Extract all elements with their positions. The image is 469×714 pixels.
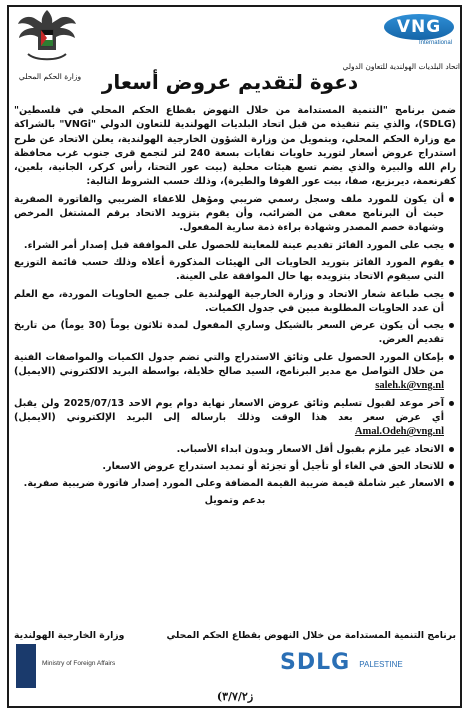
ministry-caption: وزارة الحكم المحلي — [18, 72, 82, 81]
vng-logo-subtitle: International — [418, 40, 452, 46]
footer-program-text: برنامج التنمية المستدامة من خلال النهوض بقطاع الحكم المحلي — [166, 630, 456, 641]
contact-text: بإمكان المورد الحصول على وثائق الاستدراج والتي تضم جدول الكميات والمواصفات الفنية من خلال التواصل مع مدير البرنامج، السيد صالح خلايلة، بواسطة البريد الالكتروني (الايميل) — [14, 351, 444, 378]
contact-email-link[interactable]: saleh.k@vng.nl — [375, 380, 444, 392]
condition-item: يجب على المورد الفائز تقديم عينة للمعاينة للحصول على الموافقة قبل إصدار أمر الشراء. — [14, 239, 456, 253]
condition-item: يجب طباعة شعار الاتحاد و وزارة الخارجية الهولندية على جميع الحاويات الموردة، مع العلم أن عدد الحاويات المطلوبة مبين في جدول الكميات. — [14, 288, 456, 317]
deadline-text: آخر موعد لقبول تسليم وثائق عروض الاسعار نهاية دوام يوم الاحد — [128, 397, 445, 409]
sdlg-logo — [280, 650, 440, 684]
intro-paragraph: ضمن برنامج "التنمية المستدامة من خلال النهوض بقطاع الحكم المحلي في فلسطين" (SDLG)، والذي يتم تنفيذه من قبل اتحاد البلديات الهولندية للتعاون الدولي "VNGi" بالشراكة مع وزارة الحكم المحلي، وبتمويل من وزارة الشؤون الخارجية الهولندية، يعلن الاتحاد عن طرح استدراج عروض أسعار لتوريد حاويات نفايات بسعة 240 لتر لتجمع قرى جنوب غرب محافظة رام الله والبيرة والذي يضم تسع هيئات محلية (بيت عور التحتا، رأس كركر، الجانية، بلعين، كفرنعمة، ديربزيع، صفا، بيت عور الفوقا والطيرة)، وذلك حسب الشروط التالية: — [14, 105, 456, 188]
page-title: دعوة لتقديم عروض أسعار — [101, 70, 359, 94]
deadline-item — [14, 397, 456, 440]
announcement-body — [14, 104, 456, 509]
footer-ministry-text: وزارة الخارجية الهولندية — [14, 630, 125, 641]
condition-item: يقوم المورد الفائز بتوريد الحاويات الى الهيئات المذكورة أعلاه وذلك حسب قائمة التوزيع التي سيقوم الاتحاد بتزويده بها حال الموافقة على العينة. — [14, 256, 456, 285]
sdlg-logo-sub: PALESTINE — [359, 660, 403, 669]
funding-label: بدعم وتمويل — [204, 495, 266, 507]
footer-captions — [14, 630, 456, 641]
mfa-label: Ministry of Foreign Affairs — [42, 660, 116, 667]
note-item: الاتحاد غير ملزم بقبول أقل الاسعار وبدون ابداء الأسباب. — [14, 443, 456, 457]
sdlg-logo-text: SDLG — [280, 650, 351, 675]
vng-logo-mark: VNG — [384, 14, 454, 40]
condition-item: أن يكون للمورد ملف وسجل رسمي ضريبي ومؤهل للاعفاء الضريبي والفاتورة الصفرية حيث أن البرنامج معفى من الضرائب، وأن يقوم بتزويد الاتحاد برقم المشتغل المرخص وشهادة خصم المصدر وشهادة براءة ذمة سارية المفعول. — [14, 193, 456, 236]
vng-logo — [378, 14, 458, 46]
netherlands-mfa-logo — [16, 644, 156, 694]
notes-list — [14, 443, 456, 492]
condition-item: يجب أن يكون عرض السعر بالشيكل وساري المفعول لمدة ثلاثون يوماً (30 يوماً) من تاريخ تقديم العرض. — [14, 319, 456, 348]
note-item: للاتحاد الحق في الغاء أو تأجيل أو تجزئة أو تمديد استدراج عروض الاسعار. — [14, 460, 456, 474]
deadline-date: 2025/07/13 — [63, 397, 125, 409]
page-number: ز٣/٧/٢) — [216, 690, 254, 703]
contact-item — [14, 351, 456, 394]
palestine-eagle-emblem — [14, 6, 80, 64]
submission-email-link[interactable]: Amal.Odeh@vng.nl — [354, 426, 444, 438]
mfa-ribbon — [16, 644, 36, 688]
conditions-list — [14, 193, 456, 440]
note-item: الاسعار غير شاملة قيمة ضريبة القيمة المضافة وعلى المورد إصدار فاتورة ضريبية صفرية. — [14, 477, 456, 491]
deadline-text-after: ولن يقبل أي عرض سعر بعد هذا الوقت وذلك بارساله إلى البريد الإلكتروني (الايميل) — [14, 397, 444, 423]
vng-caption: اتحاد البلديات الهولندية للتعاون الدولي — [342, 62, 460, 71]
